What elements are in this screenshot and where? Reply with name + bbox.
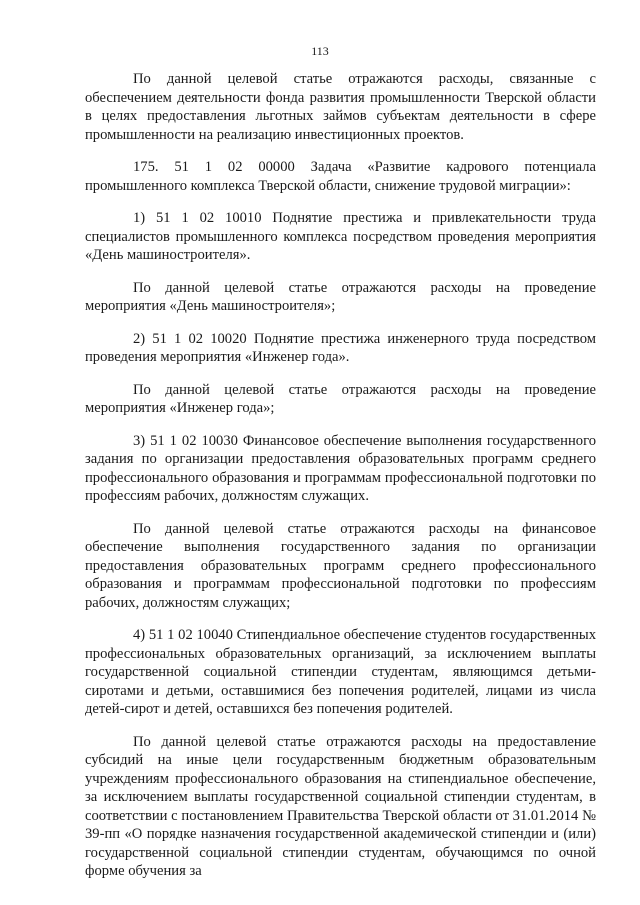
paragraph-item-4: 4) 51 1 02 10040 Стипендиальное обеспечение студентов государственных профессиональных образовательных организаций, за исключением выплаты государственной социальной стипендии студентам, являющимся детьми-сиротами и детьми, оставшимися без попечения родителей, лицами из числа детей-сирот и детей, оставшихся без попечения родителей.: [85, 627, 596, 717]
paragraph-item-1: 1) 51 1 02 10010 Поднятие престижа и привлекательности труда специалистов промышленного комплекса посредством проведения мероприятия «День машиностроителя».: [85, 210, 596, 263]
paragraph-item-2: 2) 51 1 02 10020 Поднятие престижа инженерного труда посредством проведения мероприятия «Инженер года».: [85, 330, 596, 365]
page-number: 113: [311, 44, 329, 58]
document-body: [85, 70, 596, 881]
paragraph-fund-expenses: По данной целевой статье отражаются расходы, связанные с обеспечением деятельности фонда развития промышленности Тверской области в целях предоставления льготных займов субъектам деятельности в сфере промышленности на реализацию инвестиционных проектов.: [85, 71, 596, 143]
paragraph-item-1-expenses: По данной целевой статье отражаются расходы на проведение мероприятия «День машиностроителя»;: [85, 279, 596, 314]
paragraph-item-4-expenses: По данной целевой статье отражаются расходы на предоставление субсидий на иные цели государственным бюджетным образовательным учреждениям профессионального образования на стипендиальное обеспечение, за исключением выплаты государственной социальной стипендии студентам, в соответствии с постановлением Правительства Тверской области от 31.01.2014 № 39-пп «О порядке назначения государственной академической стипендии и (или) государственной социальной стипендии студентам, обучающимся по очной форме обучения за: [85, 733, 596, 879]
paragraph-item-3: 3) 51 1 02 10030 Финансовое обеспечение выполнения государственного задания по организации предоставления образовательных программ среднего профессионального образования и программам профессиональной подготовки по профессиям рабочих, должностям служащих.: [85, 432, 596, 504]
paragraph-item-2-expenses: По данной целевой статье отражаются расходы на проведение мероприятия «Инженер года»;: [85, 381, 596, 416]
paragraph-item-3-expenses: По данной целевой статье отражаются расходы на финансовое обеспечение выполнения государственного задания по организации предоставления образовательных программ среднего профессионального образования и программам профессиональной подготовки по профессиям рабочих, должностям служащих;: [85, 520, 596, 611]
paragraph-task-175: 175. 51 1 02 00000 Задача «Развитие кадрового потенциала промышленного комплекса Тверской области, снижение трудовой миграции»:: [85, 159, 596, 194]
